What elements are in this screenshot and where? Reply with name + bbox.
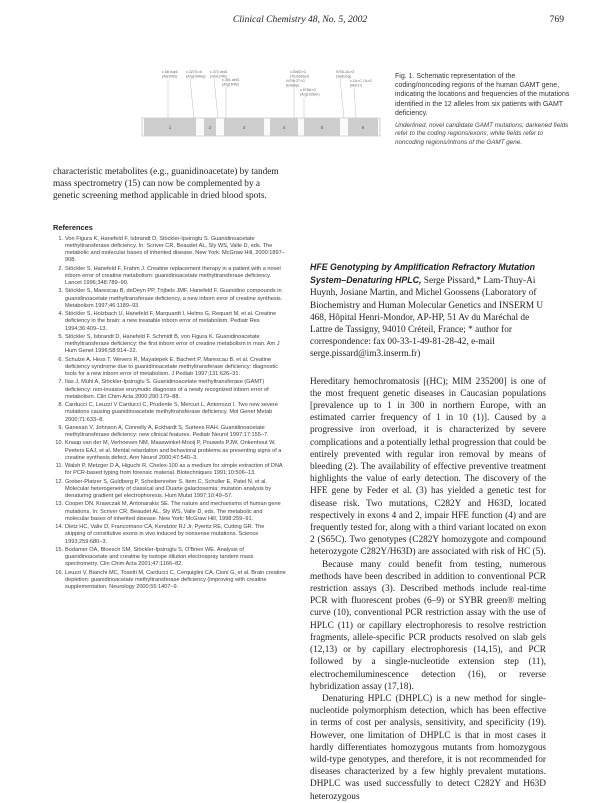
mutation-label: c.491 delG (Arg164fs) [222, 78, 240, 87]
gene-schematic [140, 56, 382, 156]
body-paragraph: Because many could benefit from testing, numerous methods have been described in addition to conventional PCR restriction assays (3). Described methods include real-time PCR with fluorescent probes (6–9) or SYBR green® melting curve (10), conventional PCR restriction assay with the use of HPLC (11) or capillary electrophoresis to resolve restriction fragments, allele-specific PCR products resolved on slab gels (12,13) or by capillary electrophoresis (14,15), and PCR followed by a single-nucleotide extension step (11), electrochemiluminescence detection (16), or reverse hybridization assay (17,18). [310, 559, 546, 692]
exon-label: 2 [208, 125, 212, 130]
caption-text: Fig. 1. Schematic representation of the coding/noncoding regions of the human GAMT gene, indicating the locations and frequencies of the mutations identified in the 12 alleles from six patients with GAMT deficiency. [395, 73, 570, 117]
exon-label: 6 [361, 125, 365, 130]
reference-item: 16. Leuzzi V, Bianchi MC, Tosetti M, Carducci C, Cerquiglini CA, Cioni G, et al. Brain creatine depletion: guanidinoacetate methyltransferase deficiency (improving with creatine supplementation. Neurology 2000;55:1407–9. [55, 569, 286, 591]
caption-legend: Underlined, novel candidate GAMT mutations; darkened fields refer to the coding regions/exons; white fields refer to noncoding regions/introns of the GAMT gene. [395, 122, 569, 146]
reference-item: 3. Stöckler S, Marescau B, deDeyn PP, Trijbels JMF, Hanefeld F. Guanidino compounds in guanidinoacetate methyltransferase deficiency, a new inborn error of creatine synthesis. Metabolism 1997;46:1189–93. [58, 288, 283, 309]
mutation-label: c.1A>C / A>G (Met1?) [350, 79, 372, 88]
reference-item: 2. Stöckler S, Hanefeld F, Frahm J. Creatine replacement therapy in a patient with a novel inborn error of creatine metabolism: guanidinoacetate methyltransferase deficiency. Lancet 1996;348:789–90. [58, 265, 281, 287]
reference-item: 15. Bodamer OA, Bloesch SM, Stöckler-Ipsiroglu S, O'Brien WE. Analysis of guanidinoacetate and creatine by isotope dilution electrospray tandem mass spectrometry. Clin Chim Acta 2001;47:1166–82. [55, 546, 254, 568]
mutation-pointer [214, 79, 218, 118]
reference-item: 7. Ilas J, Mühl A, Stöckler-Ipsiroglu S. Guanidinoacetate methyltransferase (GAMT) deficiency: non-invasive enzymatic diagnosis of a newly recognized inborn error of metabolism. Clin Chim Acta 2000;290:179–88. [58, 379, 269, 400]
figure-caption [395, 72, 571, 147]
gamt-gene-figure [140, 56, 382, 156]
body-paragraph: Denaturing HPLC (DHPLC) is a new method for single-nucleotide polymorphism detection, which has been effective in terms of cost per analysis, sensitivity, and specificity (19). However, one limitation of DHPLC is that in most cases it hardly differentiates homozygous mutants from homozygous wild-type genotypes, and therefore, it is not recommended for diseases characterized by a few highly prevalent mutations. DHPLC was used successfully to detect C282Y and H63D heterozygous [310, 693, 546, 802]
reference-item: 11. Walsh P, Metzger D A, Higuchi R. Chelex-100 as a medium for simple extraction of DNA for PCR-based typing from forensic material. Biotechniques 1991;10:506–13. [55, 463, 283, 477]
article-authors: Serge Pissard,* Lam-Thuy-Ai Huynh, Josiane Martin, and Michel Goossens (Laboratory of Biochemistry and Human Molecular Genetics and INSERM U 468, Hôpital Henri-Mondor, AP-HP, 51 Av du Maréchal de Lattre de Tassigny, 94010 Créteil, France; * author for correspondence: fax 00-33-1-49-81-28-42, e-mail serge.pissard@im3.inserm.fr) [310, 276, 544, 360]
reference-item: 4. Stöckler S, Holzbach U, Hanefeld F, Marquardt I, Helms G, Requart M, et al. Creatine deficiency in the brain: a new treatable inborn error of metabolism. Pediatr Res 1994;36:409–13. [58, 311, 277, 332]
reference-item: 10. Knaap van der M, Verhoeven NM, Maaswinkel-Mooij P, Pouwels PJW, Onkenhout W, Peeters EAJ, et al. Mental retardation and behavioral problems as presenting signs of a creatine synthesis defect. Ann Neurol 2000;47:540–3. [55, 440, 282, 461]
exon-label: 4 [282, 125, 286, 130]
mutation-label: c.58 dupli (Asn20fs) [162, 70, 178, 79]
lead-paragraph: characteristic metabolites (e.g., guanidinoacetate) by tandem mass spectrometry (15) can now be complemented by a genetic screening method applicable in dried blood spots. [53, 167, 279, 202]
reference-item: 8. Carducci C, Leuzzi V Carducci C, Prudente S, Mercuri L, Antonozzi I. Two new severe mutations causing guanidinoacetate methyltransferase deficiency. Mol Genet Metab 2000;71:633–8. [58, 402, 278, 423]
mutation-label: c.327G>A (Arg109Arg) [186, 70, 206, 79]
reference-item: 6. Schulze A, Hess T, Wevers R, Mayatepek E, Bachert P, Marescau B, et al. Creatine deficiency syndrome due to guanidinoacetate methyltransferase deficiency: diagnostic tools for a new inborn error of metabolism. J Pediatr 1997;131:626–31. [58, 356, 278, 378]
reference-item: 13. Cooper DN, Krawczak M, Antonarakis SE. The nature and mechanisms of human gene mutations. In: Scriver CR, Beaudet AL, Sly WS, Valle D, eds. The metabolic and molecular bases of inherited disease. New York: McGraw Hill, 1998:259–91. [55, 501, 281, 522]
left-column [53, 166, 286, 592]
references-heading: References [53, 222, 93, 232]
mutation-pointer [354, 88, 356, 118]
mutation-label: IVS4+2T>G (E4skip) [286, 79, 305, 88]
reference-item: 12. Greber-Platzer S, Guldberg P, Scheibenreiter S, Item C, Schuller E, Patel N, et al. Molecular heterogeneity of classical and Duarte galactosemia: mutation analysis by denaturing gradient gel electrophoresis. Hum Mutat 1997;10:49–57. [55, 478, 272, 500]
exon-label: 3 [242, 125, 246, 130]
mutation-pointer [190, 79, 194, 118]
mutation-pointer [340, 79, 344, 118]
mutation-label: c.578A>G (Arg193Ser) [300, 88, 320, 97]
exon-label: 5 [320, 125, 324, 130]
mutation-label: IVS5-2A>G (Splicing) [336, 70, 355, 79]
reference-item: 1. Von Figura K, Hanefeld F, Isbrandt D, Stöckler-Ipsiroglu S. Guanidinoacetate methyltransferase deficiency. In: Scriver CR, Beaudet AL, Sly WS, Valle D, eds. The metabolic and molecular bases of inherited disease. New York: McGraw Hill, 2000:1897–908. [58, 235, 285, 264]
exon-label: 1 [168, 125, 172, 130]
right-column [310, 261, 546, 803]
reference-list [53, 236, 286, 592]
body-paragraph: Hereditary hemochromatosis [(HC); MIM 235200] is one of the most frequent genetic diseases in Caucasian populations [prevalence up to 1 in 300 in northern Europe, with an estimated carrier frequency of 1 in 10 (1)]. Caused by a progressive iron overload, it is characterized by severe complications and a potentially lethal progression that could be entirely prevented with regular iron removal by means of bleeding (2). The availability of effective preventive treatment highlights the value of early detection. The discovery of the HFE gene by Feder et al. (3) has yielded a genetic test for disease risk. Two mutations, C282Y and H63D, located respectively in exons 4 and 2, impair HFE function (4) and are frequently tested for, along with a third variant located on exon 2 (S65C). Two genotypes (C282Y homozygote and compound heterozygote C282Y/H63D) are associated with risk of HC (5). [310, 376, 546, 558]
mutation-label: c.370 delA (Glu124fs) [210, 70, 227, 79]
article-body [310, 376, 546, 803]
reference-item: 5. Stöckler S, Isbrandt D, Hanefeld F, Schmidt B, von Figura K. Guanidinoacetate methyltransferase deficiency: the first inborn error of creatine metabolism in man. Am J Hum Genet 1996;58:914–22. [58, 333, 280, 355]
article-title: HFE Genotyping by Amplification Refractory Mutation System–Denaturing HPLC, [310, 262, 535, 286]
mutation-label: c.506G>C (Trp169Ser) [290, 70, 310, 79]
article-heading [310, 261, 546, 361]
running-header [0, 14, 600, 28]
journal-citation: Clinical Chemistry 48, No. 5, 2002 [232, 14, 368, 25]
reference-item: 9. Ganesan V, Johnson A, Connelly A, Eckhardt S, Surtees RAH. Guanidinoacetate methyltransferase deficiency: new clinical features. Pediatr Neurol 1997;17:155–7. [58, 424, 269, 439]
reference-item: 14. Dietz HC, Valle D, Francomano CA, Kendzior RJ Jr, Pyeritz RE, Cutting GR. The skipping of constitutive exons in vivo induced by nonsense mutations. Science 1993;259:680–3. [55, 524, 265, 545]
page-number: 769 [549, 14, 564, 25]
